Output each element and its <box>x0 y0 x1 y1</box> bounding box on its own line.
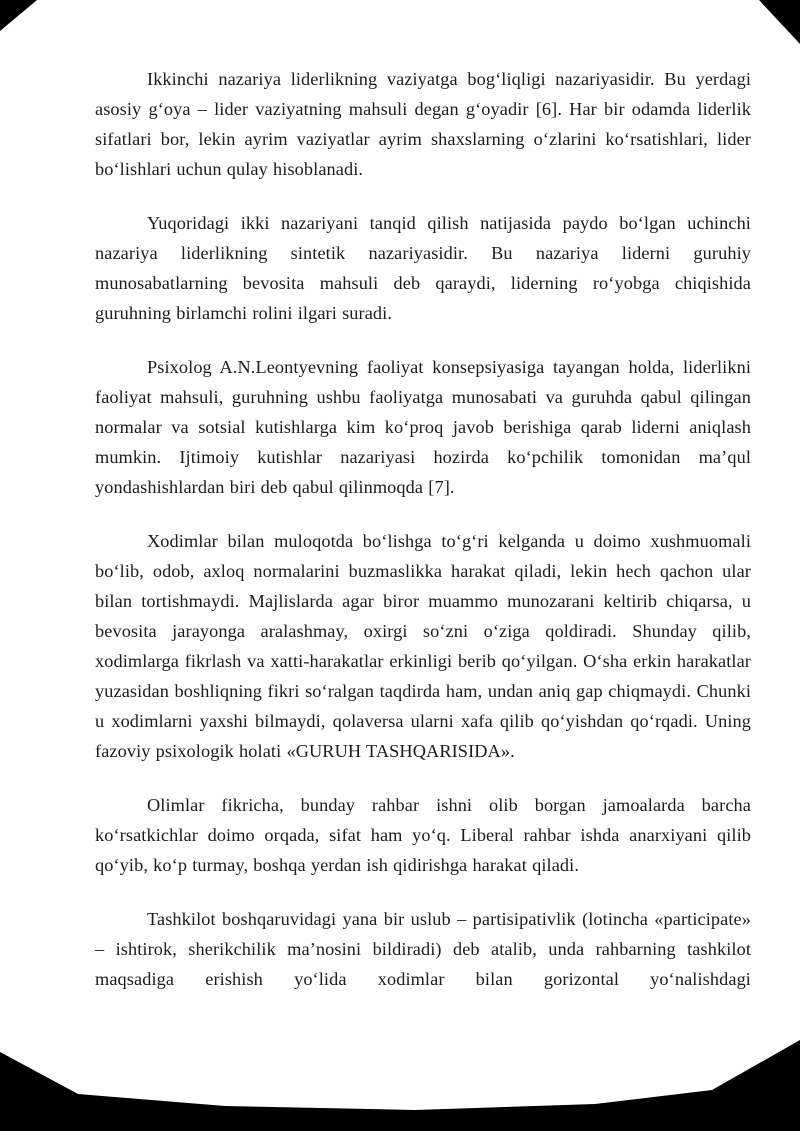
paragraph-5: Olimlar fikricha, bunday rahbar ishni olib borgan jamoalarda barcha ko‘rsatkichlar doimo orqada, sifat ham yo‘q. Liberal rahbar ishda anarxiyani qilib qo‘yib, ko‘p turmay, boshqa yerdan ish qidirishga harakat qiladi. <box>95 795 751 875</box>
text-content <box>95 64 751 994</box>
paragraph-4: Xodimlar bilan muloqotda bo‘lishga to‘g‘ri kelganda u doimo xushmuomali bo‘lib, odob, axloq normalarini buzmaslikka harakat qiladi, lekin hech qachon ular bilan tortishmaydi. Majlislarda agar biror muammo munozarani keltirib chiqarsa, u bevosita jarayonga aralashmay, oxirgi so‘zni o‘ziga qoldiradi. Shunday qilib, xodimlarga fikrlash va xatti-harakatlar erkinligi berib qo‘yilgan. O‘sha erkin harakatlar yuzasidan boshliqning fikri so‘ralgan taqdirda ham, undan aniq gap chiqmaydi. Chunki u xodimlarni yaxshi bilmaydi, qolaversa ularni xafa qilib qo‘yishdan qo‘rqadi. Uning fazoviy psixologik holati «GURUH TASHQARISIDA». <box>95 531 751 761</box>
paragraph-3: Psixolog A.N.Leontyevning faoliyat konsepsiyasiga tayangan holda, liderlikni faoliyat mahsuli, guruhning ushbu faoliyatga munosabati va guruhda qabul qilingan normalar va sotsial kutishlarga kim ko‘proq javob berishiga qarab liderni aniqlash mumkin. Ijtimoiy kutishlar nazariyasi hozirda ko‘pchilik tomonidan ma’qul yondashishlardan biri deb qabul qilinmoqda [7]. <box>95 357 751 497</box>
scan-corner-top-right-shape <box>759 0 800 44</box>
paragraph-6: Tashkilot boshqaruvidagi yana bir uslub – partisipativlik (lotincha «participate» – ishtirok, sherikchilik ma’nosini bildiradi) deb atalib, unda rahbarning tashkilot maqsadiga erishish yo‘lida xodimlar bilan gorizontal yo‘nalishdagi <box>95 909 751 989</box>
scan-corner-top-left-shape <box>0 0 37 31</box>
paragraph-1: Ikkinchi nazariya liderlikning vaziyatga bog‘liqligi nazariyasidir. Bu yerdagi asosiy g‘oya – lider vaziyatning mahsuli degan g‘oyadir [6]. Har bir odamda liderlik sifatlari bor, lekin ayrim vaziyatlar ayrim shaxslarning o‘zlarini ko‘rsatishlari, lider bo‘lishlari uchun qulay hisoblanadi. <box>95 69 751 179</box>
paragraph-2: Yuqoridagi ikki nazariyani tanqid qilish natijasida paydo bo‘lgan uchinchi nazariya liderlikning sintetik nazariyasidir. Bu nazariya liderni guruhiy munosabatlarning bevosita mahsuli deb qaraydi, liderning ro‘yobga chiqishida guruhning birlamchi rolini ilgari suradi. <box>95 213 751 323</box>
scan-edge-bottom-shape <box>0 1040 800 1131</box>
